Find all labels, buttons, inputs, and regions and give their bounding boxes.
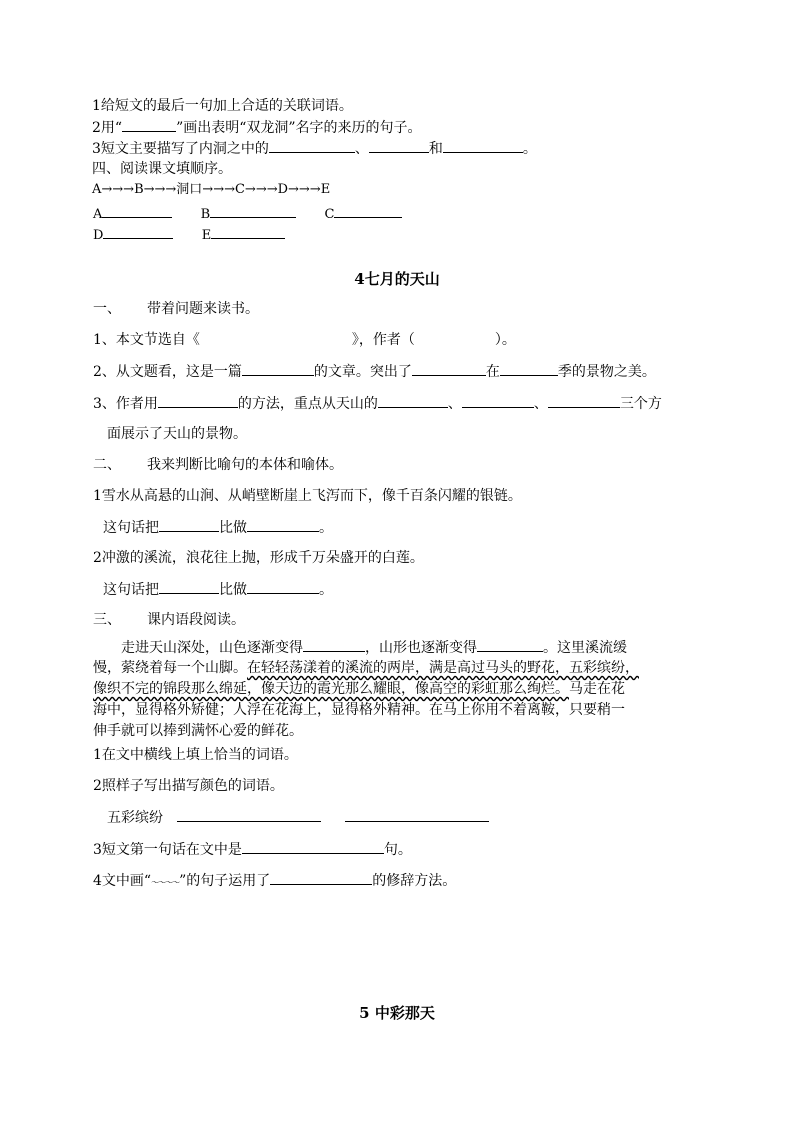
color-word-blank-1[interactable] xyxy=(177,808,321,822)
q3-blank-2[interactable] xyxy=(369,139,429,153)
blank-c[interactable] xyxy=(334,204,402,218)
section-5-title-text: 5 中彩那天 xyxy=(359,1004,435,1022)
heading-3-text: 课内语段阅读。 xyxy=(147,612,245,628)
heading-2-number: 二、 xyxy=(93,457,121,473)
example-word: 五彩缤纷 xyxy=(107,810,163,826)
q2-suffix: ”画出表明“双龙洞”名字的来历的句子。 xyxy=(176,120,422,136)
fill-2-b: 比做 xyxy=(219,582,247,598)
reading-q3-end: 句。 xyxy=(383,842,412,858)
passage-3-b: 马走在花 xyxy=(569,681,625,697)
q3-and: 和 xyxy=(428,141,443,157)
passage-1-b: ，山形也逐渐变得 xyxy=(365,640,477,656)
q3-prefix: 3短文主要描写了内洞之中的 xyxy=(92,141,269,157)
s4-q2 xyxy=(93,362,656,381)
fill-1-blank-2[interactable] xyxy=(247,518,319,532)
q3-sep: 、 xyxy=(354,141,369,157)
s4-q1-end: ）。 xyxy=(494,332,516,348)
fill-2-a: 这句话把 xyxy=(103,582,159,598)
passage-blank-1[interactable] xyxy=(303,638,365,652)
reading-q3 xyxy=(93,840,412,859)
simile-2-fill xyxy=(103,580,333,599)
s4-q2-mid-1: 的文章。突出了 xyxy=(313,364,412,380)
fill-2-blank-2[interactable] xyxy=(247,580,319,594)
color-word-blank-2[interactable] xyxy=(345,808,489,822)
fill-1-c: 。 xyxy=(319,520,333,536)
passage-1-a: 走进天山深处，山色逐渐变得 xyxy=(121,640,303,656)
label-e: E xyxy=(201,228,212,243)
q3-end: 。 xyxy=(522,141,537,157)
blank-d[interactable] xyxy=(103,225,173,239)
fill-2-c: 。 xyxy=(319,582,333,598)
passage-line-3 xyxy=(93,680,625,698)
passage-1-c: 。这里溪流缓 xyxy=(543,640,627,656)
q3-text xyxy=(92,139,537,158)
fill-1-b: 比做 xyxy=(219,520,247,536)
q1-label: 1给短文的最后一句加上合适的关联词语。 xyxy=(92,98,353,114)
s4-q3-mid: 的方法，重点从天山的 xyxy=(237,396,378,412)
heading-1 xyxy=(93,300,259,318)
label-a: A xyxy=(93,207,103,222)
passage-5-text: 伸手就可以捧到满怀心爱的鲜花。 xyxy=(93,723,303,739)
q4-title-label: 四、阅读课文填顺序。 xyxy=(92,161,232,177)
passage-line-4 xyxy=(93,701,625,719)
q1-text xyxy=(92,97,353,115)
q2-text xyxy=(92,118,422,137)
s4-q2-blank-1[interactable] xyxy=(242,362,314,376)
blank-b[interactable] xyxy=(210,204,296,218)
simile-2 xyxy=(93,549,424,567)
q2-prefix: 2用“ xyxy=(92,120,123,136)
s4-q2-blank-3[interactable] xyxy=(500,362,558,376)
s4-q3-sep-2: 、 xyxy=(533,396,548,412)
passage-line-2 xyxy=(93,659,639,677)
s4-q2-end: 季的景物之美。 xyxy=(557,364,656,380)
reading-q1 xyxy=(93,746,298,764)
q2-blank[interactable] xyxy=(122,118,176,132)
reading-q4-blank[interactable] xyxy=(270,871,372,885)
sequence-line xyxy=(92,182,330,198)
fill-1-blank-1[interactable] xyxy=(159,518,219,532)
reading-q2 xyxy=(93,777,284,795)
passage-blank-2[interactable] xyxy=(477,638,543,652)
s4-q3-cont-text: 面展示了天山的景物。 xyxy=(107,426,247,442)
blank-a[interactable] xyxy=(102,204,172,218)
heading-1-text: 带着问题来读书。 xyxy=(147,301,259,317)
s4-q3-blank-3[interactable] xyxy=(462,394,534,408)
reading-q2-text: 2照样子写出描写颜色的词语。 xyxy=(93,778,284,794)
reading-q1-text: 1在文中横线上填上恰当的词语。 xyxy=(93,747,298,763)
s4-q3-prefix: 3、作者用 xyxy=(93,396,158,412)
q3-blank-3[interactable] xyxy=(443,139,523,153)
passage-4-text: 海中，显得格外矫健；人浮在花海上，显得格外精神。在马上你用不着离鞍，只要稍一 xyxy=(93,702,625,718)
s4-q1-prefix: 1、本文节选自《 xyxy=(93,332,200,348)
heading-3-number: 三、 xyxy=(93,612,121,628)
simile-1-text: 1雪水从高悬的山涧、从峭壁断崖上飞泻而下，像千百条闪耀的银链。 xyxy=(93,488,522,504)
passage-3-wavy: 像织不完的锦段那么绵延，像天边的霞光那么耀眼，像高空的彩虹那么绚烂。 xyxy=(93,681,569,697)
simile-2-text: 2冲激的溪流，浪花往上抛，形成千万朵盛开的白莲。 xyxy=(93,550,424,566)
s4-q3-end: 三个方 xyxy=(619,396,662,412)
reading-q4-mid: ”的句子运用了 xyxy=(179,873,271,889)
s4-q3-blank-1[interactable] xyxy=(158,394,238,408)
heading-1-number: 一、 xyxy=(93,301,121,317)
s4-q1 xyxy=(93,331,516,349)
simile-1 xyxy=(93,487,522,505)
s4-q3 xyxy=(93,394,662,413)
sequence-text: A→→→B→→→洞口→→→C→→→D→→→E xyxy=(92,182,331,197)
s4-q2-mid-2: 在 xyxy=(485,364,500,380)
passage-line-5 xyxy=(93,722,303,740)
heading-2 xyxy=(93,456,343,474)
s4-q1-author: 》，作者（ xyxy=(351,332,415,348)
label-b: B xyxy=(200,207,211,222)
fill-2-blank-1[interactable] xyxy=(159,580,219,594)
section-5-title xyxy=(0,1002,794,1023)
s4-q3-continued xyxy=(107,425,247,443)
s4-q3-blank-4[interactable] xyxy=(548,394,620,408)
label-c: C xyxy=(324,207,335,222)
blank-e[interactable] xyxy=(211,225,285,239)
s4-q3-blank-2[interactable] xyxy=(378,394,448,408)
heading-2-text: 我来判断比喻句的本体和喻体。 xyxy=(147,457,343,473)
reading-q4 xyxy=(93,871,456,892)
sequence-answers-row2 xyxy=(93,225,285,244)
q4-title xyxy=(92,160,232,178)
reading-q4-end: 的修辞方法。 xyxy=(372,873,457,889)
sequence-answers-row1 xyxy=(93,204,402,223)
s4-q2-prefix: 2、从文题看，这是一篇 xyxy=(93,364,242,380)
reading-q2-fill xyxy=(107,808,489,827)
passage-line-1 xyxy=(121,638,627,657)
reading-q3-blank[interactable] xyxy=(242,840,384,854)
passage-2-a: 慢，萦绕着每一个山脚。 xyxy=(93,660,247,676)
q3-blank-1[interactable] xyxy=(269,139,355,153)
wavy-mark: ～～～～ xyxy=(151,878,180,887)
fill-1-a: 这句话把 xyxy=(103,520,159,536)
reading-q3-prefix: 3短文第一句话在文中是 xyxy=(93,842,242,858)
simile-1-fill xyxy=(103,518,333,537)
heading-3 xyxy=(93,611,245,629)
passage-2-wavy: 在轻轻荡漾着的溪流的两岸，满是高过马头的野花，五彩缤纷， xyxy=(247,660,639,676)
s4-q2-blank-2[interactable] xyxy=(412,362,486,376)
section-4-title-text: 4七月的天山 xyxy=(354,270,440,288)
section-4-title xyxy=(0,268,794,289)
s4-q3-sep-1: 、 xyxy=(447,396,462,412)
reading-q4-prefix: 4文中画“ xyxy=(93,873,152,889)
label-d: D xyxy=(93,228,104,243)
